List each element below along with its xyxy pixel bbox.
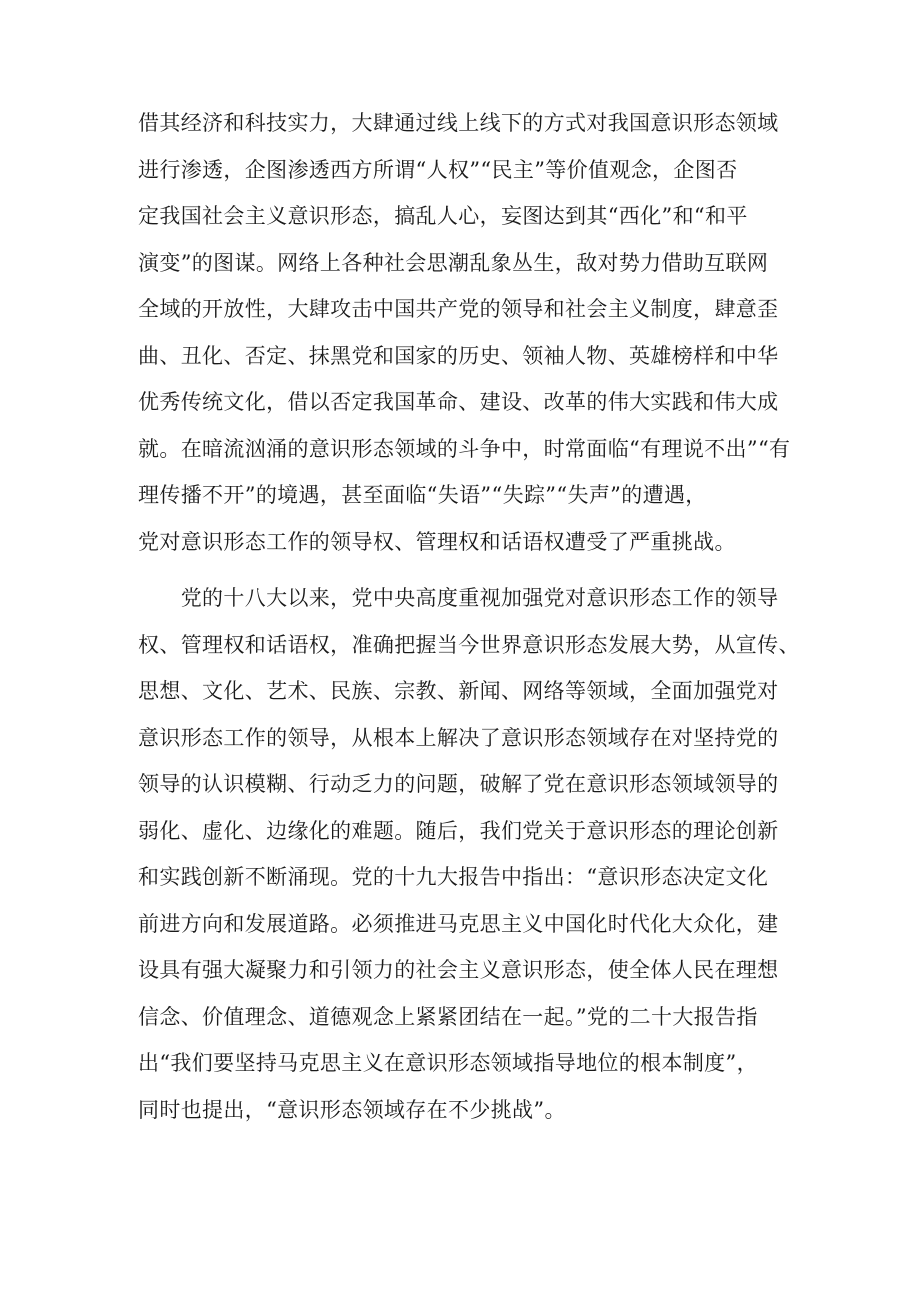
text-line: 就。在暗流汹涌的意识形态领域的斗争中，时常面临“有理说不出”“有 xyxy=(138,436,791,461)
text-line: 理传播不开”的境遇，甚至面临“失语”“失踪”“失声”的遭遇， xyxy=(138,483,707,507)
paragraph-spacer xyxy=(138,565,802,575)
text-line: 设具有强大凝聚力和引领力的社会主义意识形态，使全体人民在理想 xyxy=(138,958,779,982)
text-line: 信念、价值理念、道德观念上紧紧团结在一起。”党的二十大报告指 xyxy=(138,1004,758,1029)
text-line: 党对意识形态工作的领导权、管理权和话语权遭受了严重挑战。 xyxy=(138,529,736,554)
text-line: 全域的开放性，大肆攻击中国共产党的领导和社会主义制度，肆意歪 xyxy=(138,297,779,321)
text-line: 思想、文化、艺术、民族、宗教、新闻、网络等领域，全面加强党对 xyxy=(138,679,779,703)
text-line: 意识形态工作的领导，从根本上解决了意识形态领域存在对坚持党的 xyxy=(138,725,779,750)
text-line: 前进方向和发展道路。必须推进马克思主义中国化时代化大众化，建 xyxy=(138,911,779,936)
text-line: 领导的认识模糊、行动乏力的问题，破解了党在意识形态领域领导的 xyxy=(138,772,779,796)
text-line: 借其经济和科技实力，大肆通过线上线下的方式对我国意识形态领域 xyxy=(138,111,779,135)
body-text xyxy=(138,100,802,1133)
text-line: 出“我们要坚持马克思主义在意识形态领域指导地位的根本制度”， xyxy=(138,1051,758,1075)
text-line: 同时也提出，“意识形态领域存在不少挑战”。 xyxy=(138,1097,566,1122)
text-line: 弱化、虚化、边缘化的难题。随后，我们党关于意识形态的理论创新 xyxy=(138,818,779,843)
text-line: 演变”的图谋。网络上各种社会思潮乱象丛生，敌对势力借助互联网 xyxy=(138,250,769,275)
text-line: 党的十八大以来，党中央高度重视加强党对意识形态工作的领导 xyxy=(138,586,779,610)
text-line: 和实践创新不断涌现。党的十九大报告中指出：“意识形态决定文化 xyxy=(138,865,769,889)
text-line: 曲、丑化、否定、抹黑党和国家的历史、领袖人物、英雄榜样和中华 xyxy=(138,343,779,368)
text-line: 权、管理权和话语权，准确把握当今世界意识形态发展大势，从宣传、 xyxy=(138,632,800,657)
paragraph-1 xyxy=(138,100,802,565)
text-line: 优秀传统文化，借以否定我国革命、建设、改革的伟大实践和伟大成 xyxy=(138,390,779,414)
text-line: 进行渗透，企图渗透西方所谓“人权”“民主”等价值观念，企图否 xyxy=(138,157,738,182)
text-line: 定我国社会主义意识形态，搞乱人心，妄图达到其“西化”和“和平 xyxy=(138,204,748,228)
paragraph-2 xyxy=(138,575,802,1133)
